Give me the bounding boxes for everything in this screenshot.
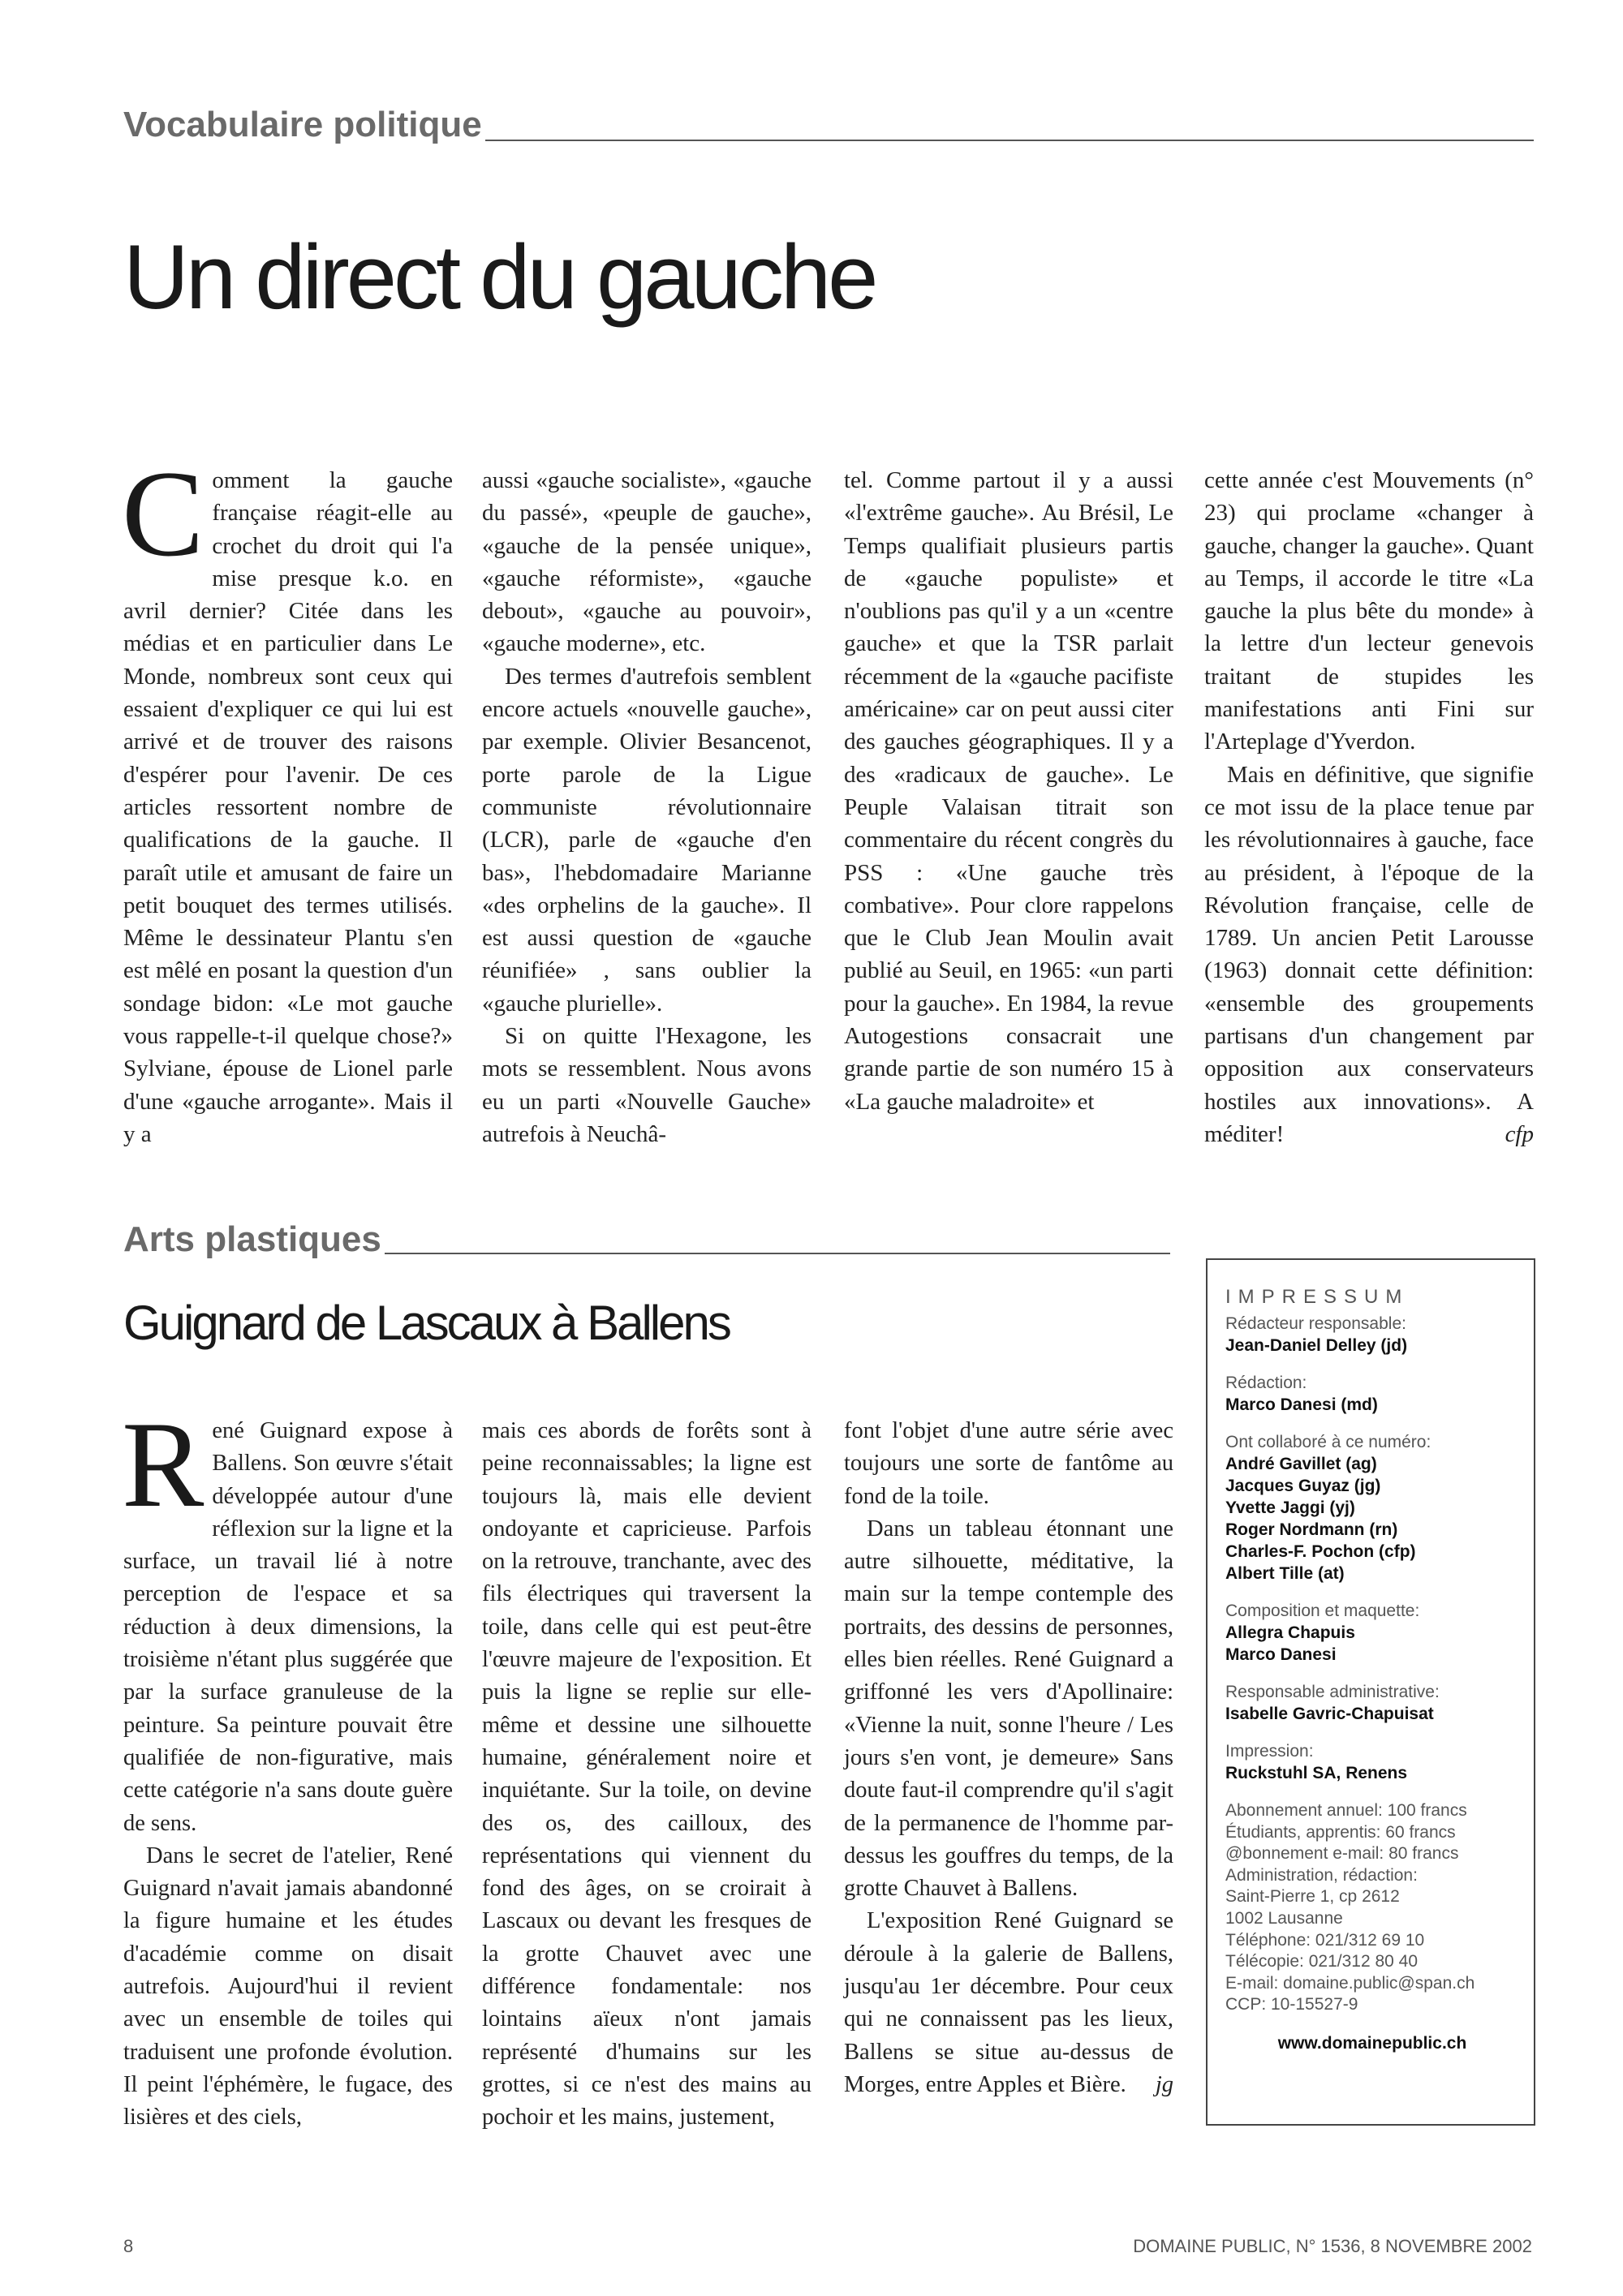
article-column-3 (844, 464, 1173, 1186)
impressum-section (1225, 1682, 1519, 1725)
impressum-section (1225, 1373, 1519, 1416)
impressum-info-line: Saint-Pierre 1, cp 2612 (1225, 1887, 1400, 1907)
article-column-2 (482, 1415, 812, 2145)
impressum-info-line: Abonnement annuel: 100 francs (1225, 1801, 1467, 1820)
impressum-info-line: 1002 Lausanne (1225, 1908, 1343, 1928)
impressum-label: Ont collaboré à ce numéro: (1225, 1433, 1431, 1451)
article-column-2 (482, 464, 812, 1186)
paragraph (844, 1905, 1173, 2101)
paragraph-text: Mais en définitive, que signifie ce mot issu de la place tenue par les révolutionnaires à gauche, face au président, à l'époque de la Révolution française, celle de 1789. Un ancien Petit Larousse (1963) donnait cette définition: «ensemble des groupements partisans d'un changement par opposition aux conservateurs hostiles aux innovations». A méditer! (1204, 761, 1534, 1147)
website-link[interactable]: www.domainepublic.ch (1277, 2033, 1467, 2053)
impressum-box (1206, 1258, 1535, 2126)
impressum-label: Rédacteur responsable: (1225, 1314, 1406, 1333)
impressum-name: Jean-Daniel Delley (jd) (1225, 1336, 1408, 1355)
impressum-info-line: Étudiants, apprentis: 60 francs (1225, 1822, 1456, 1842)
impressum-info-line: Télécopie: 021/312 80 40 (1225, 1952, 1419, 1971)
drop-cap: R (122, 1396, 204, 1533)
impressum-info-line: E-mail: domaine.public@span.ch (1225, 1973, 1475, 1993)
drop-cap: C (122, 445, 204, 582)
article-title: Un direct du gauche (123, 226, 876, 328)
paragraph: ené Guignard expose à Ballens. Son œuvre s'était développée autour d'une réflexion sur la ligne et la surface, un travail lié à notre perception de l'espace et sa réduction à deux dimensions, la troisième n'étant plus suggérée que par la surface granuleuse de la peinture. Sa peinture pouvait être qualifiée de non-figurative, mais cette catégorie n'a sans doute guère de sens. (123, 1418, 453, 1836)
paragraph: Si on quitte l'Hexagone, les mots se ressemblent. Nous avons eu un parti «Nouvelle Gauche» autrefois à Neuchâ- (482, 1023, 812, 1147)
paragraph: mais ces abords de forêts sont à peine reconnaissables; la ligne est toujours là, mais elle devient ondoyante et capricieuse. Parfois on la retrouve, tranchante, avec des fils électriques qui traversent la toile, dans celle qui est peut-être l'œuvre majeure de l'exposition. Et puis la ligne se replie sur elle-même et dessine une silhouette humaine, généralement noire et inquiétante. Sur la toile, on devine des os, des cailloux, des représentations qui viennent du fond des âges, on se croirait à Lascaux ou devant les fresques de la grotte Chauvet avec une différence fondamentale: nos lointains aïeux n'ont jamais représenté d'humains sur les grottes, si ce n'est des mains au pochoir et les mains, justement, (482, 1418, 812, 2130)
impressum-section (1225, 1432, 1519, 1584)
section-rubric: Vocabulaire politique (123, 107, 485, 143)
article-column-1 (122, 1396, 453, 2145)
impressum-label: Responsable administrative: (1225, 1683, 1440, 1701)
impressum-info-line: @bonnement e-mail: 80 francs (1225, 1844, 1459, 1864)
paragraph: omment la gauche française réagit-elle au crochet du droit qui l'a mise presque k.o. en avril dernier? Citée dans les médias et en particulier dans Le Monde, nombreux sont ceux qui essaient d'expliquer ce qui lui est arrivé et de trouver des raisons d'espérer pour l'avenir. De ces articles ressortent nombre de qualifications de la gauche. Il paraît utile et amusant de faire un petit bouquet des termes utilisés. Même le dessinateur Plantu s'en est mêlé en posant la question d'un sondage bidon: «Le mot gauche vous rappelle-t-il quelque chose?» Sylviane, épouse de Lionel parle d'une «gauche arrogante». Mais il y a (123, 467, 453, 1147)
impressum-info-line: Téléphone: 021/312 69 10 (1225, 1930, 1425, 1950)
article-column-4 (1204, 464, 1534, 1186)
impressum-info-line: Administration, rédaction: (1225, 1865, 1418, 1885)
impressum-sections (1225, 1314, 1519, 1784)
impressum-name: Allegra Chapuis (1225, 1623, 1355, 1642)
impressum-name: Isabelle Gavric-Chapuisat (1225, 1705, 1434, 1723)
article-title: Guignard de Lascaux à Ballens (123, 1296, 730, 1350)
paragraph-text: L'exposition René Guignard se déroule à la galerie de Ballens, jusqu'au 1er décembre. Pour ceux qui ne connaissent pas les lieux, Ballens se situe au-dessus de Morges, entre Apples et Bière. (844, 1908, 1173, 2097)
paragraph: Dans le secret de l'atelier, René Guignard n'avait jamais abandonné la figure humaine et les études d'académie comme on disait autrefois. Aujourd'hui il revient avec un ensemble de toiles qui traduisent une profonde évolution. Il peint l'éphémère, le fugace, des lisières et des ciels, (123, 1842, 453, 2130)
impressum-label: Impression: (1225, 1742, 1314, 1761)
article-column-1 (122, 445, 453, 1186)
impressum-name: Charles-F. Pochon (cfp) (1225, 1542, 1416, 1561)
page-number: 8 (123, 2236, 134, 2256)
author-signature: cfp (1505, 1120, 1534, 1147)
publication-info: DOMAINE PUBLIC, N° 1536, 8 NOVEMBRE 2002 (1133, 2236, 1532, 2256)
paragraph: tel. Comme partout il y a aussi «l'extrême gauche». Au Brésil, Le Temps qualifiait plusieurs partis de «gauche populiste» et n'oublions pas qu'il y a un «centre gauche» et que la TSR parlait récemment de la «gauche pacifiste américaine» car on peut aussi citer des gauches géographiques. Il y a des «radicaux de gauche». Le Peuple Valaisan titrait son commentaire du récent congrès du PSS : «Une gauche très combative». Pour clore rappelons que le Club Jean Moulin avait publié au Seuil, en 1965: «un parti pour la gauche». En 1984, la revue Autogestions consacrait une grande partie de son numéro 15 à «La gauche maladroite» et (844, 467, 1173, 1115)
author-signature: jg (1155, 2071, 1173, 2097)
impressum-title: IMPRESSUM (1225, 1286, 1410, 1308)
impressum-info-line: CCP: 10-15527-9 (1225, 1995, 1358, 2014)
impressum-name: Albert Tille (at) (1225, 1564, 1345, 1583)
section-rubric: Arts plastiques (123, 1222, 385, 1258)
impressum-name: Roger Nordmann (rn) (1225, 1520, 1398, 1539)
impressum-name: Ruckstuhl SA, Renens (1225, 1764, 1408, 1782)
impressum-label: Rédaction: (1225, 1374, 1307, 1392)
paragraph: cette année c'est Mouvements (n° 23) qui proclame «changer à gauche, changer la gauche». Quant au Temps, il accorde le titre «La gauche la plus bête du monde» à la lettre d'un lecteur genevois traitant de stupides les manifestations anti Fini sur l'Arteplage d'Yverdon. (1204, 467, 1534, 755)
impressum-name: Marco Danesi (md) (1225, 1395, 1378, 1414)
impressum-section (1225, 1741, 1519, 1784)
impressum-name: Jacques Guyaz (jg) (1225, 1477, 1381, 1495)
impressum-section (1225, 1601, 1519, 1666)
impressum-name: André Gavillet (ag) (1225, 1455, 1377, 1473)
article-column-3 (844, 1415, 1173, 2145)
paragraph: aussi «gauche socialiste», «gauche du passé», «peuple de gauche», «gauche de la pensée unique», «gauche réformiste», «gauche debout», «gauche au pouvoir», «gauche moderne», etc. (482, 467, 812, 657)
impressum-name: Yvette Jaggi (yj) (1225, 1498, 1355, 1517)
paragraph: Dans un tableau étonnant une autre silhouette, méditative, la main sur la tempe contemple des portraits, des dessins de personnes, elles bien réelles. René Guignard a griffonné les vers d'Apollinaire: «Vienne la nuit, sonne l'heure / Les jours s'en vont, je demeure» Sans doute faut-il comprendre qu'il s'agit de la permanence de l'homme par-dessus les gouffres du temps, de la grotte Chauvet à Ballens. (844, 1516, 1173, 1902)
paragraph: font l'objet d'une autre série avec toujours une sorte de fantôme au fond de la toile. (844, 1418, 1173, 1509)
paragraph: Des termes d'autrefois semblent encore actuels «nouvelle gauche», par exemple. Olivier Besancenot, porte parole de la Ligue communiste révolutionnaire (LCR), parle de «gauche d'en bas», l'hebdomadaire Marianne «des orphelins de la gauche». Il est aussi question de «gauche réunifiée» , sans oublier la «gauche plurielle». (482, 663, 812, 1017)
paragraph (1204, 759, 1534, 1151)
impressum-section (1225, 1314, 1519, 1357)
impressum-label: Composition et maquette: (1225, 1602, 1420, 1620)
impressum-name: Marco Danesi (1225, 1645, 1337, 1664)
impressum-info (1225, 1800, 1519, 2016)
